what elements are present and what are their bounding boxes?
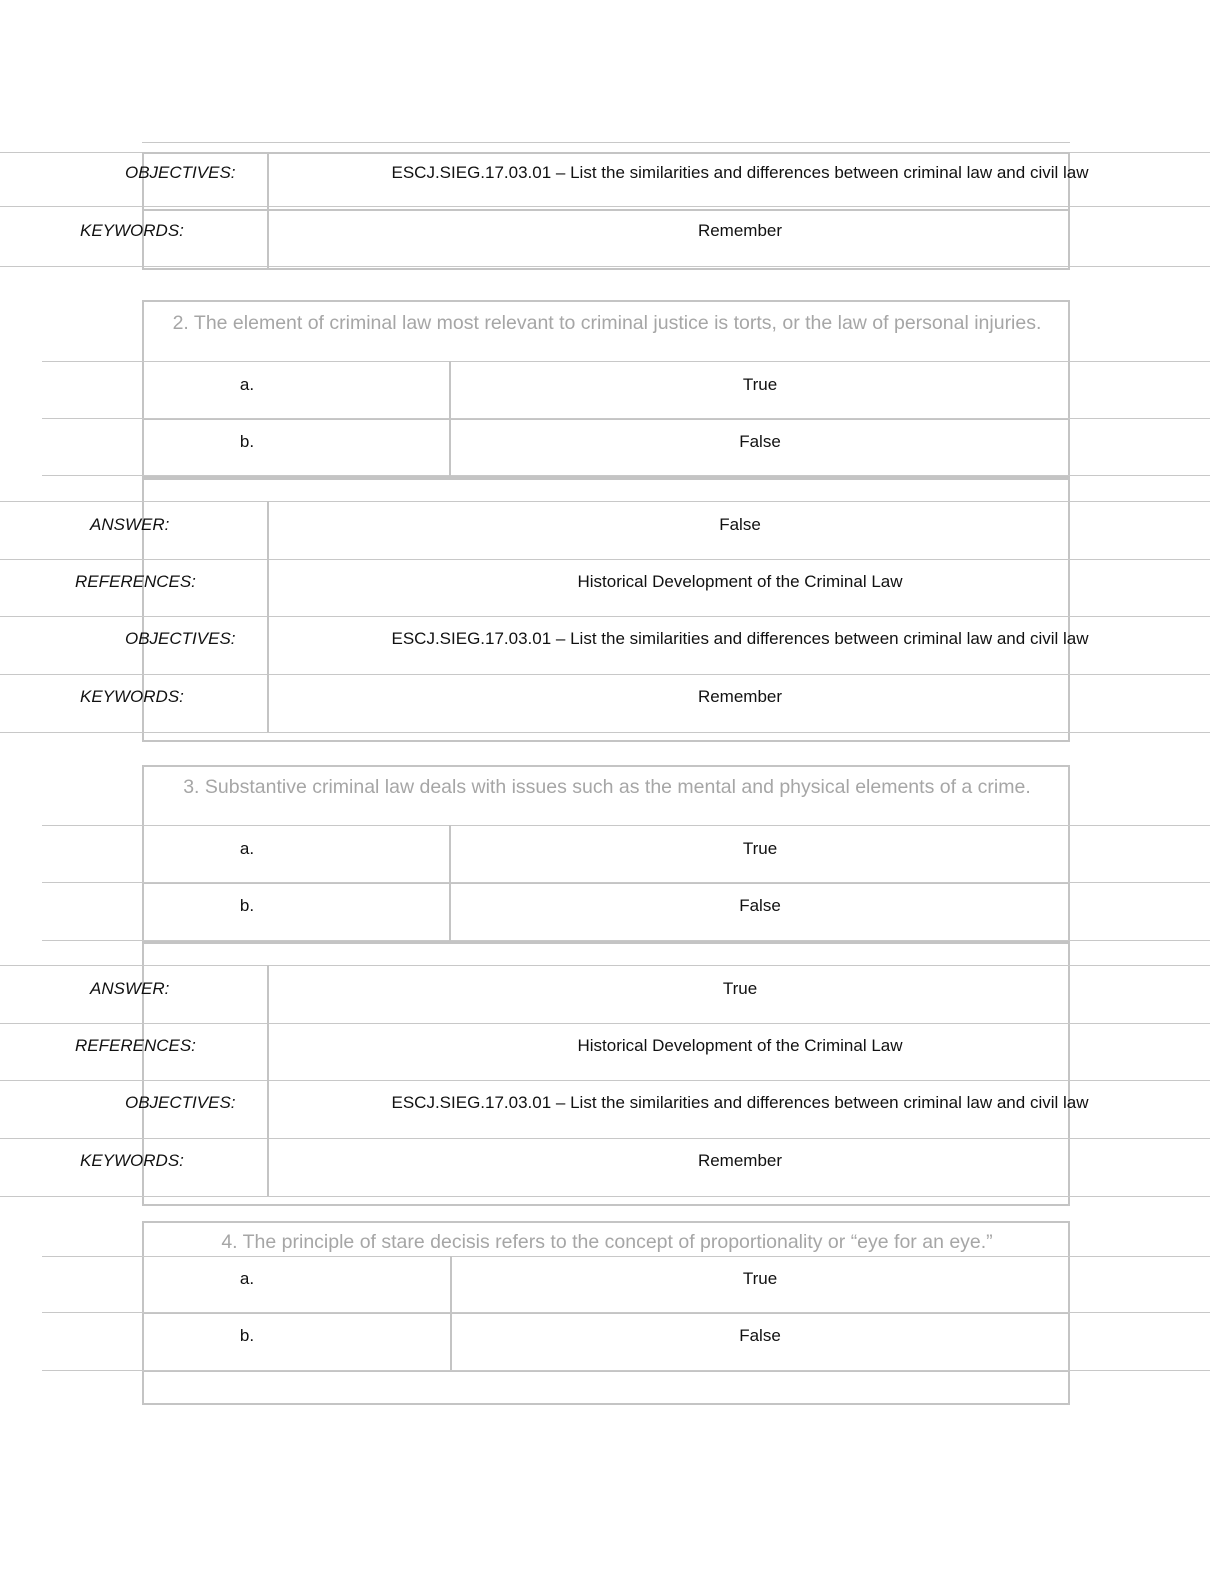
objectives-label: OBJECTIVES: — [125, 1093, 236, 1112]
objective-value: ESCJ.SIEG.17.03.01 – List the similarities and differences between criminal law and civil law — [391, 629, 1089, 648]
divider — [42, 418, 1210, 419]
option-letter: b. — [239, 1326, 255, 1345]
keywords-label: KEYWORDS: — [80, 221, 184, 240]
option-letter: a. — [239, 839, 255, 858]
option-letter: b. — [239, 432, 255, 451]
column-divider — [449, 825, 451, 942]
divider — [42, 475, 1210, 476]
column-divider — [449, 361, 451, 478]
option-text: False — [739, 432, 781, 451]
divider — [0, 1023, 1210, 1024]
question-text: 4. The principle of stare decisis refers to the concept of proportionality or “eye for an eye.” — [221, 1231, 993, 1253]
answer-value: True — [722, 979, 758, 998]
divider — [0, 965, 1210, 966]
divider — [42, 1256, 1210, 1257]
divider — [0, 674, 1210, 675]
references-label: REFERENCES: — [75, 572, 196, 591]
option-text: True — [742, 839, 778, 858]
answer-label: ANSWER: — [90, 979, 170, 998]
divider — [0, 1080, 1210, 1081]
objective-value: ESCJ.SIEG.17.03.01 – List the similarities and differences between criminal law and civil law — [391, 1093, 1089, 1112]
reference-value: Historical Development of the Criminal Law — [577, 1036, 903, 1055]
option-text: False — [739, 896, 781, 915]
objectives-label: OBJECTIVES: — [125, 629, 236, 648]
question-text: 2. The element of criminal law most relevant to criminal justice is torts, or the law of personal injuries. — [172, 312, 1042, 334]
keywords-label: KEYWORDS: — [80, 687, 184, 706]
column-divider — [267, 152, 269, 270]
divider — [0, 501, 1210, 502]
option-text: True — [742, 1269, 778, 1288]
option-text: True — [742, 375, 778, 394]
keyword-value: Remember — [697, 221, 783, 240]
column-divider — [267, 501, 269, 732]
divider — [0, 732, 1210, 733]
divider — [42, 882, 1210, 883]
reference-value: Historical Development of the Criminal Law — [577, 572, 903, 591]
keywords-label: KEYWORDS: — [80, 1151, 184, 1170]
divider — [42, 825, 1210, 826]
option-text: False — [739, 1326, 781, 1345]
divider — [142, 209, 1070, 211]
divider — [0, 1138, 1210, 1139]
question-text: 3. Substantive criminal law deals with issues such as the mental and physical elements of a crime. — [183, 776, 1031, 798]
divider — [42, 1370, 1210, 1371]
column-divider — [267, 965, 269, 1196]
objective-value: ESCJ.SIEG.17.03.01 – List the similarities and differences between criminal law and civil law — [391, 163, 1089, 182]
objectives-label: OBJECTIVES: — [125, 163, 236, 182]
option-letter: a. — [239, 1269, 255, 1288]
references-label: REFERENCES: — [75, 1036, 196, 1055]
divider — [42, 1312, 1210, 1313]
divider — [42, 940, 1210, 941]
answer-label: ANSWER: — [90, 515, 170, 534]
divider — [42, 361, 1210, 362]
divider — [0, 559, 1210, 560]
divider — [0, 616, 1210, 617]
answer-value: False — [719, 515, 761, 534]
divider — [0, 1196, 1210, 1197]
divider — [142, 142, 1070, 143]
keyword-value: Remember — [697, 1151, 783, 1170]
option-letter: b. — [239, 896, 255, 915]
keyword-value: Remember — [697, 687, 783, 706]
option-letter: a. — [239, 375, 255, 394]
